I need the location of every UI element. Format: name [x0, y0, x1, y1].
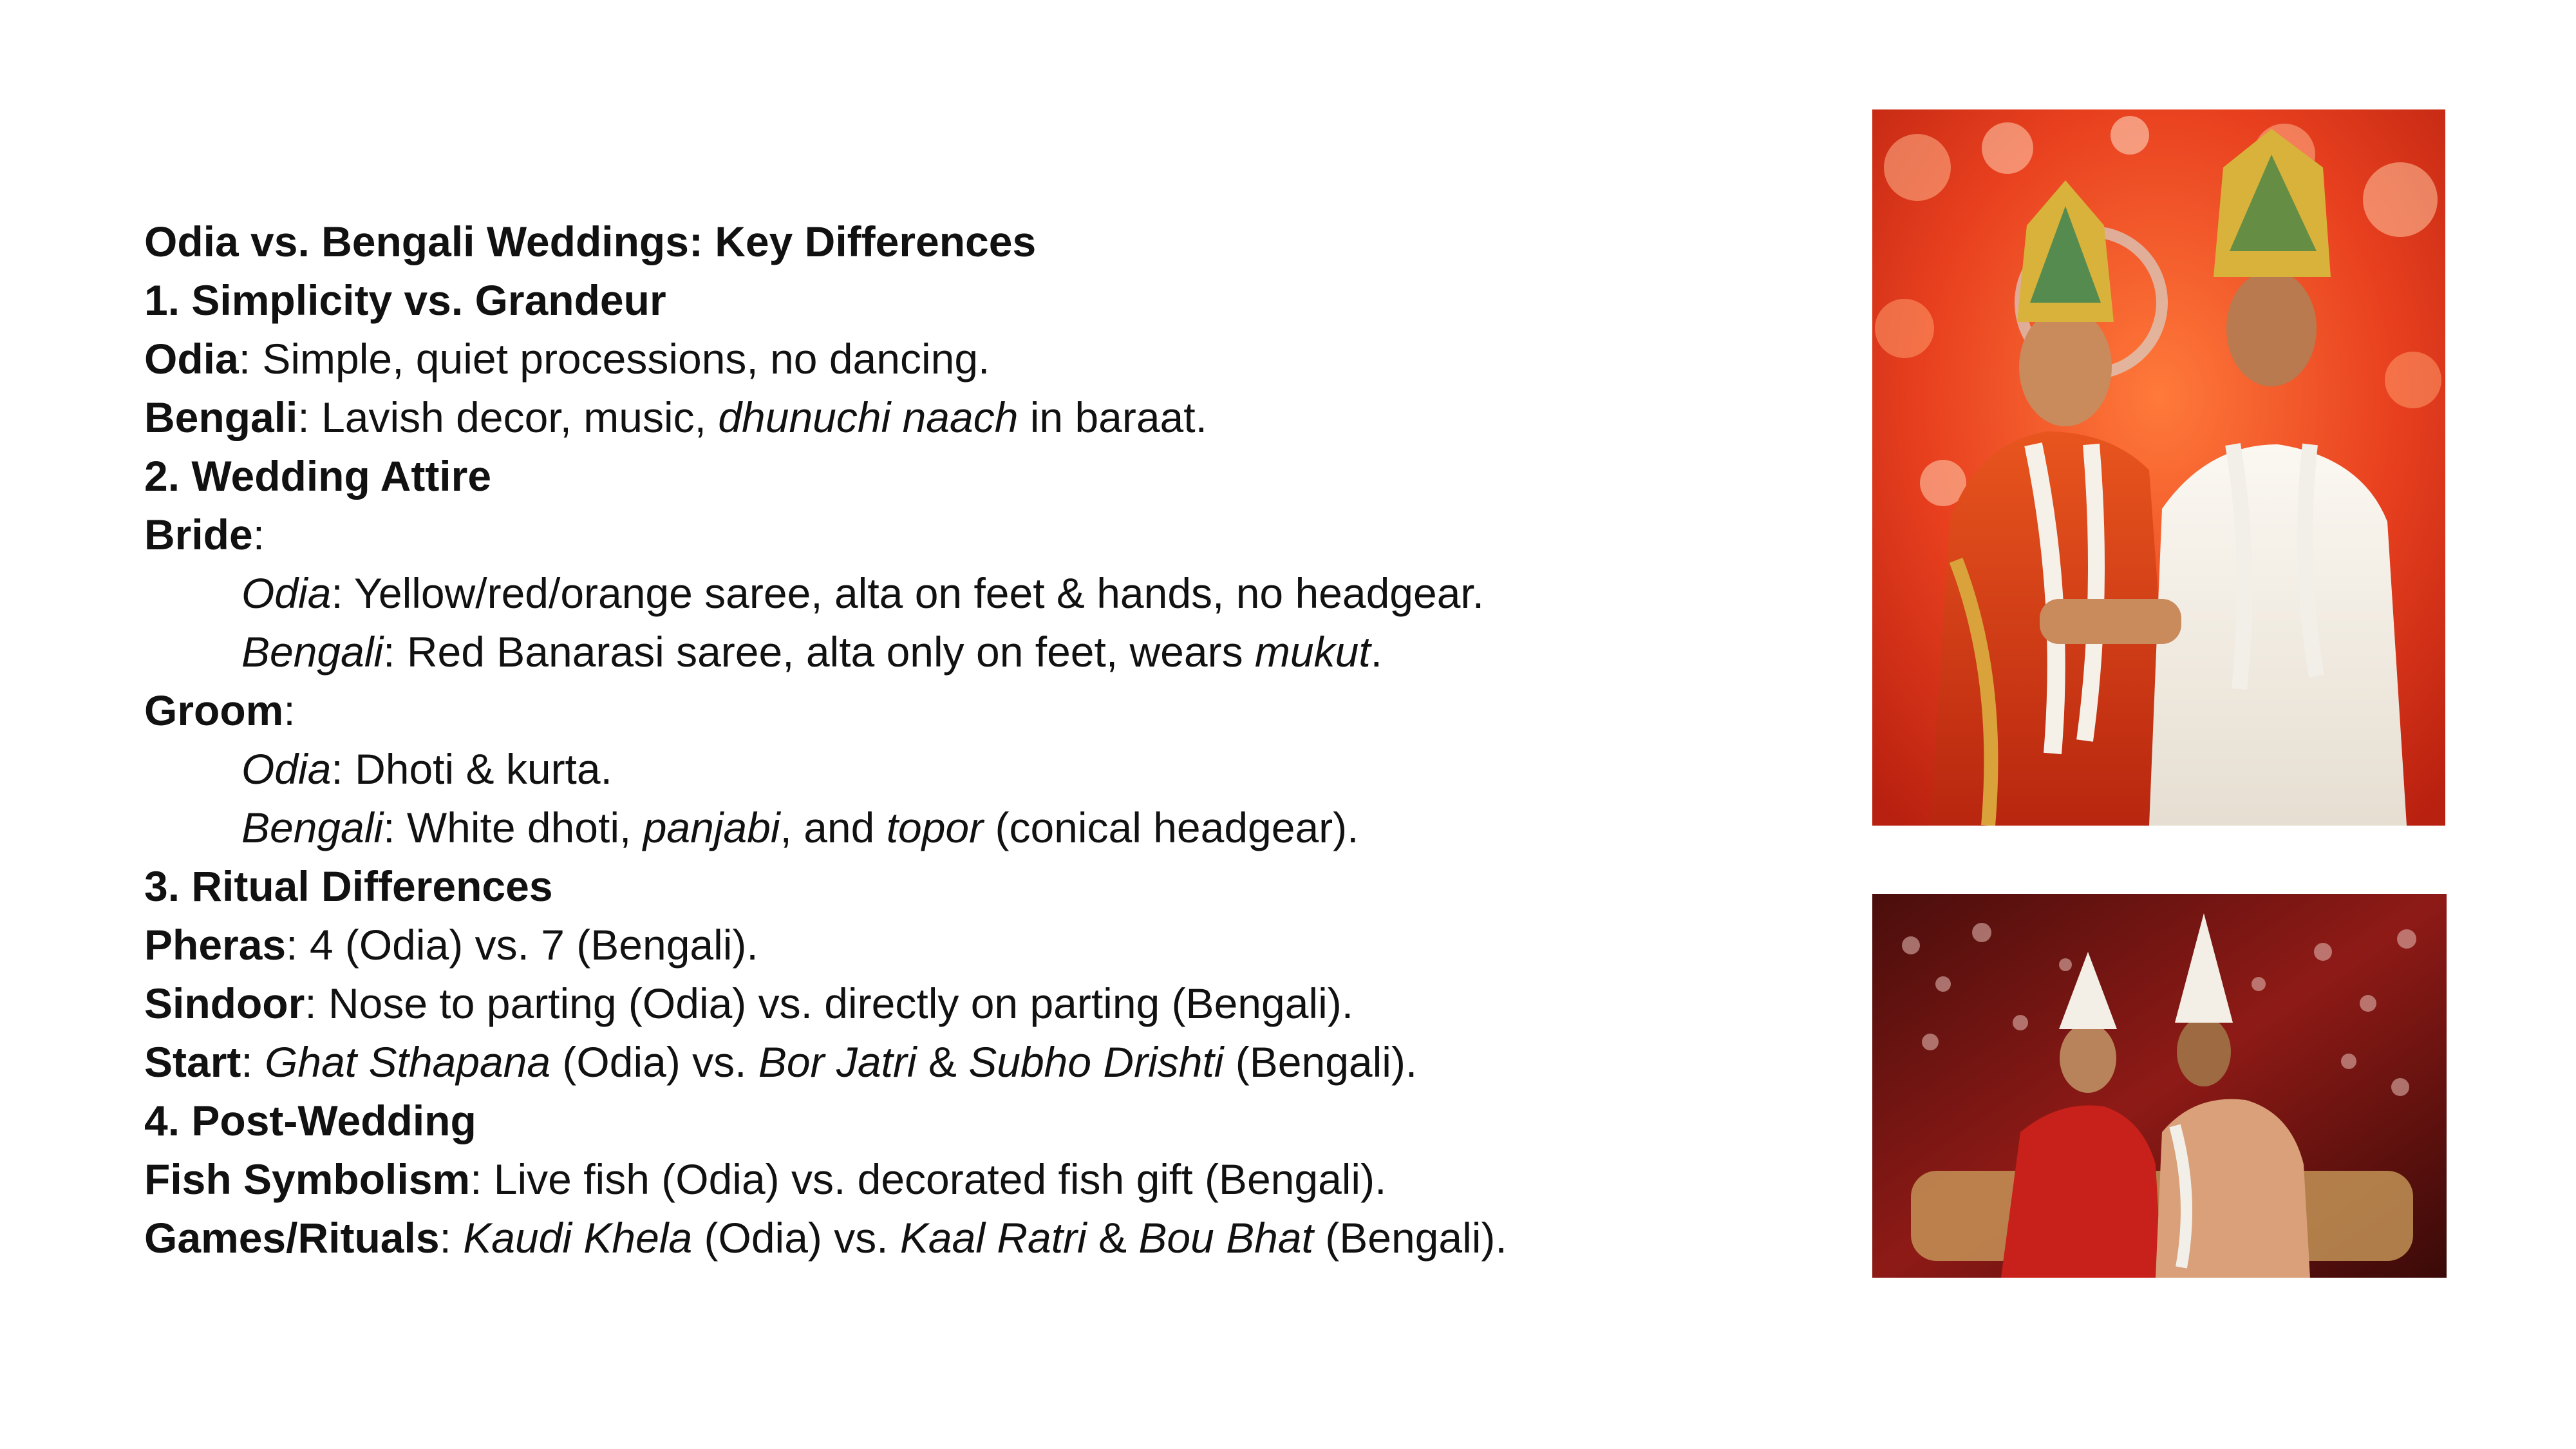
sindoor-text: : Nose to parting (Odia) vs. directly on parting (Bengali).	[305, 980, 1354, 1027]
label-start: Start	[144, 1038, 241, 1086]
label-fish: Fish Symbolism	[144, 1155, 471, 1203]
section-heading-post: 4. Post-Wedding	[144, 1097, 476, 1144]
label-bride: Bride	[144, 511, 253, 558]
bride-colon: :	[252, 511, 265, 558]
games-text-1: (Odia) vs.	[692, 1214, 900, 1262]
start-colon: :	[241, 1038, 265, 1086]
groom-bengali-italic-1: panjabi	[643, 804, 780, 851]
fish-text: : Live fish (Odia) vs. decorated fish gift (Bengali).	[470, 1155, 1387, 1203]
slide-title: Odia vs. Bengali Weddings: Key Differences	[144, 218, 1037, 265]
label-games: Games/Rituals	[144, 1214, 440, 1262]
label-bengali: Bengali	[144, 393, 298, 441]
groom-bengali-text-3: (conical headgear).	[983, 804, 1359, 851]
label-pheras: Pheras	[144, 921, 287, 969]
groom-bengali-text-2: , and	[780, 804, 887, 851]
groom-bengali-line	[144, 799, 1818, 857]
games-italic-1: Kaudi Khela	[463, 1214, 693, 1262]
bride-bengali-line	[144, 623, 1818, 681]
games-italic-3: Bou Bhat	[1138, 1214, 1313, 1262]
label-groom-bengali: Bengali	[241, 804, 384, 851]
start-italic-2: Bor Jatri	[758, 1038, 917, 1086]
section-heading-ritual: 3. Ritual Differences	[144, 862, 553, 910]
groom-line	[144, 681, 1818, 740]
bride-bengali-text: : Red Banarasi saree, alta only on feet, wears	[383, 628, 1255, 676]
bride-odia-text: : Yellow/red/orange saree, alta on feet & hands, no headgear.	[331, 569, 1485, 617]
pheras-text: : 4 (Odia) vs. 7 (Bengali).	[286, 921, 758, 969]
label-sindoor: Sindoor	[144, 980, 305, 1027]
label-odia: Odia	[144, 335, 239, 383]
start-amp: &	[916, 1038, 969, 1086]
bride-odia-line	[144, 564, 1818, 623]
groom-odia-text: : Dhoti & kurta.	[331, 745, 612, 793]
fish-line	[144, 1150, 1818, 1209]
label-bride-odia: Odia	[241, 569, 332, 617]
label-bride-bengali: Bengali	[241, 628, 384, 676]
odia-couple-photo	[1872, 109, 2445, 826]
groom-bengali-italic-2: topor	[886, 804, 984, 851]
games-text-2: (Bengali).	[1313, 1214, 1507, 1262]
simplicity-odia-line	[144, 330, 1818, 388]
bride-line	[144, 506, 1818, 564]
start-text-1: (Odia) vs.	[550, 1038, 758, 1086]
games-colon: :	[439, 1214, 464, 1262]
bride-bengali-italic: mukut	[1254, 628, 1371, 676]
slide-text-block	[144, 213, 1818, 1267]
bride-bengali-end: .	[1370, 628, 1382, 676]
start-line	[144, 1033, 1818, 1092]
groom-colon: :	[283, 687, 296, 734]
label-groom: Groom	[144, 687, 284, 734]
simplicity-bengali-text-2: in baraat.	[1018, 393, 1207, 441]
simplicity-odia-text: : Simple, quiet processions, no dancing.	[238, 335, 990, 383]
sindoor-line	[144, 974, 1818, 1033]
label-groom-odia: Odia	[241, 745, 332, 793]
start-italic-3: Subho Drishti	[968, 1038, 1224, 1086]
pheras-line	[144, 916, 1818, 974]
simplicity-bengali-text-1: : Lavish decor, music,	[297, 393, 719, 441]
section-heading-attire: 2. Wedding Attire	[144, 452, 492, 500]
games-amp: &	[1086, 1214, 1139, 1262]
simplicity-bengali-italic: dhunuchi naach	[718, 393, 1019, 441]
start-italic-1: Ghat Sthapana	[265, 1038, 551, 1086]
bengali-couple-photo	[1872, 894, 2447, 1278]
groom-bengali-text-1: : White dhoti,	[383, 804, 643, 851]
groom-odia-line	[144, 740, 1818, 799]
games-italic-2: Kaal Ratri	[899, 1214, 1087, 1262]
games-line	[144, 1209, 1818, 1267]
start-text-2: (Bengali).	[1223, 1038, 1418, 1086]
section-heading-simplicity: 1. Simplicity vs. Grandeur	[144, 276, 666, 324]
simplicity-bengali-line	[144, 388, 1818, 447]
